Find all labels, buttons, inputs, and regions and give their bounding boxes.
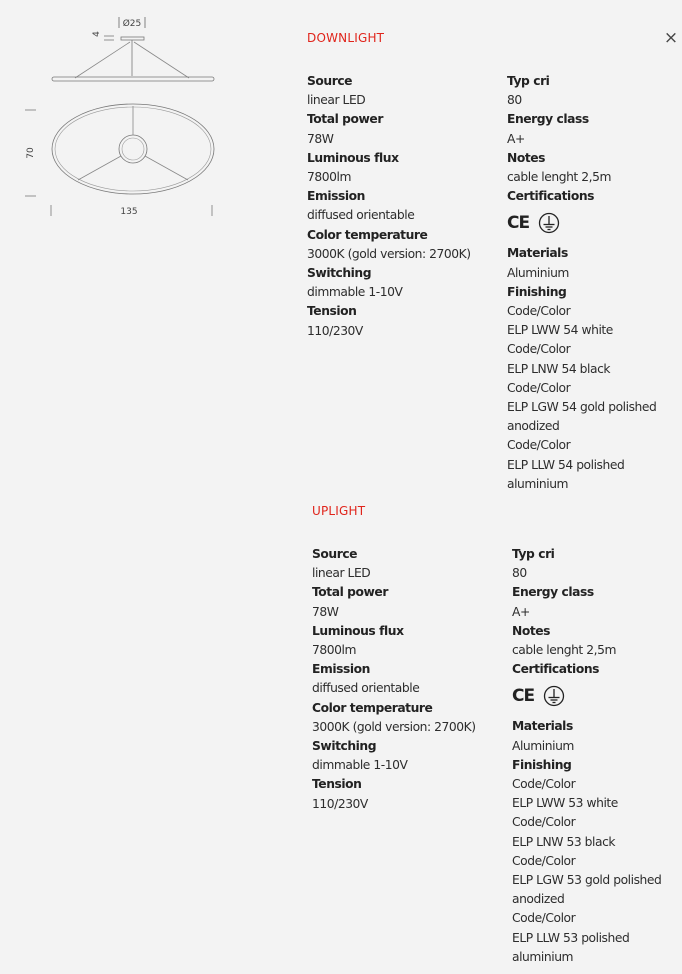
finishing-label: Finishing xyxy=(512,757,572,772)
spec-value: cable lenght 2,5m xyxy=(507,170,611,185)
technical-drawing xyxy=(0,0,240,230)
ce-mark-icon: CE xyxy=(507,213,530,234)
spec-label: Switching xyxy=(307,266,372,281)
finishing-value: ELP LNW 54 black xyxy=(507,361,611,376)
top-dimension-label: Ø25 xyxy=(122,19,142,29)
spec-value: diffused orientable xyxy=(307,208,415,223)
spec-value: dimmable 1-10V xyxy=(312,758,408,773)
spec-label: Emission xyxy=(307,189,365,204)
finishing-value: ELP LWW 54 white xyxy=(507,323,613,338)
spec-value: 110/230V xyxy=(312,796,368,811)
spec-value: 110/230V xyxy=(307,323,363,338)
spec-label: Source xyxy=(307,74,353,88)
close-button[interactable]: × xyxy=(663,28,679,48)
spec-label: Total power xyxy=(307,112,383,127)
materials-value: Aluminium xyxy=(512,738,574,753)
finishing-value: ELP LGW 54 gold polished anodized xyxy=(507,400,657,434)
spec-label: Notes xyxy=(507,150,546,165)
canopy-height-label: 4 xyxy=(92,31,102,37)
downlight-specs-left xyxy=(307,72,502,341)
finishing-value: ELP LWW 53 white xyxy=(512,796,618,811)
materials-value: Aluminium xyxy=(507,265,569,280)
uplight-section xyxy=(312,503,682,964)
spec-value: A+ xyxy=(507,131,525,146)
spec-value: A+ xyxy=(512,604,530,619)
code-color-label: Code/Color xyxy=(512,777,576,792)
certification-icons xyxy=(512,681,677,711)
spec-label: Tension xyxy=(307,304,357,319)
width-dimension-label: 135 xyxy=(120,207,138,217)
finishing-label: Finishing xyxy=(507,284,567,299)
finishing-value: ELP LLW 53 polished aluminium xyxy=(512,930,630,964)
materials-label: Materials xyxy=(507,246,568,261)
spec-value: 3000K (gold version: 2700K) xyxy=(312,719,476,734)
section-title: UPLIGHT xyxy=(312,504,366,518)
spec-value: 80 xyxy=(512,566,527,581)
finishing-value: ELP LLW 54 polished aluminium xyxy=(507,457,625,491)
ce-mark-icon: CE xyxy=(512,686,535,707)
finishing-value: ELP LNW 53 black xyxy=(512,834,616,849)
spec-value: 3000K (gold version: 2700K) xyxy=(307,246,471,261)
height-dimension-label: 70 xyxy=(26,147,36,159)
spec-label: Luminous flux xyxy=(307,150,399,165)
spec-value: linear LED xyxy=(307,93,366,108)
spec-value: cable lenght 2,5m xyxy=(512,643,616,658)
code-color-label: Code/Color xyxy=(507,342,571,357)
ground-symbol-icon xyxy=(538,212,560,234)
downlight-specs-right xyxy=(507,72,672,494)
spec-label: Luminous flux xyxy=(312,623,404,638)
spec-value: linear LED xyxy=(312,566,371,581)
ground-symbol-icon xyxy=(543,685,565,707)
spec-label: Tension xyxy=(312,777,362,792)
section-title: DOWNLIGHT xyxy=(307,31,385,45)
uplight-specs-left xyxy=(312,545,507,814)
spec-label: Total power xyxy=(312,585,388,600)
spec-label: Typ cri xyxy=(507,74,550,88)
spec-label: Notes xyxy=(512,623,551,638)
materials-label: Materials xyxy=(512,719,573,734)
uplight-specs-right xyxy=(512,545,677,967)
spec-value: 80 xyxy=(507,93,522,108)
code-color-label: Code/Color xyxy=(512,853,576,868)
certifications-label: Certifications xyxy=(507,189,594,204)
spec-label: Energy class xyxy=(512,585,594,600)
certification-icons xyxy=(507,208,672,238)
spec-value: 78W xyxy=(312,604,339,619)
downlight-section xyxy=(307,30,677,491)
spec-value: 7800lm xyxy=(312,643,356,658)
spec-value: 7800lm xyxy=(307,170,351,185)
spec-label: Emission xyxy=(312,662,370,677)
spec-label: Typ cri xyxy=(512,547,555,561)
code-color-label: Code/Color xyxy=(512,815,576,830)
spec-value: 78W xyxy=(307,131,334,146)
finishing-value: ELP LGW 53 gold polished anodized xyxy=(512,873,662,907)
spec-label: Energy class xyxy=(507,112,589,127)
code-color-label: Code/Color xyxy=(507,438,571,453)
certifications-label: Certifications xyxy=(512,662,599,677)
code-color-label: Code/Color xyxy=(507,304,571,319)
spec-value: dimmable 1-10V xyxy=(307,285,403,300)
spec-value: diffused orientable xyxy=(312,681,420,696)
code-color-label: Code/Color xyxy=(507,380,571,395)
spec-label: Color temperature xyxy=(312,700,433,715)
spec-label: Color temperature xyxy=(307,227,428,242)
spec-label: Source xyxy=(312,547,358,561)
code-color-label: Code/Color xyxy=(512,911,576,926)
spec-label: Switching xyxy=(312,739,377,754)
